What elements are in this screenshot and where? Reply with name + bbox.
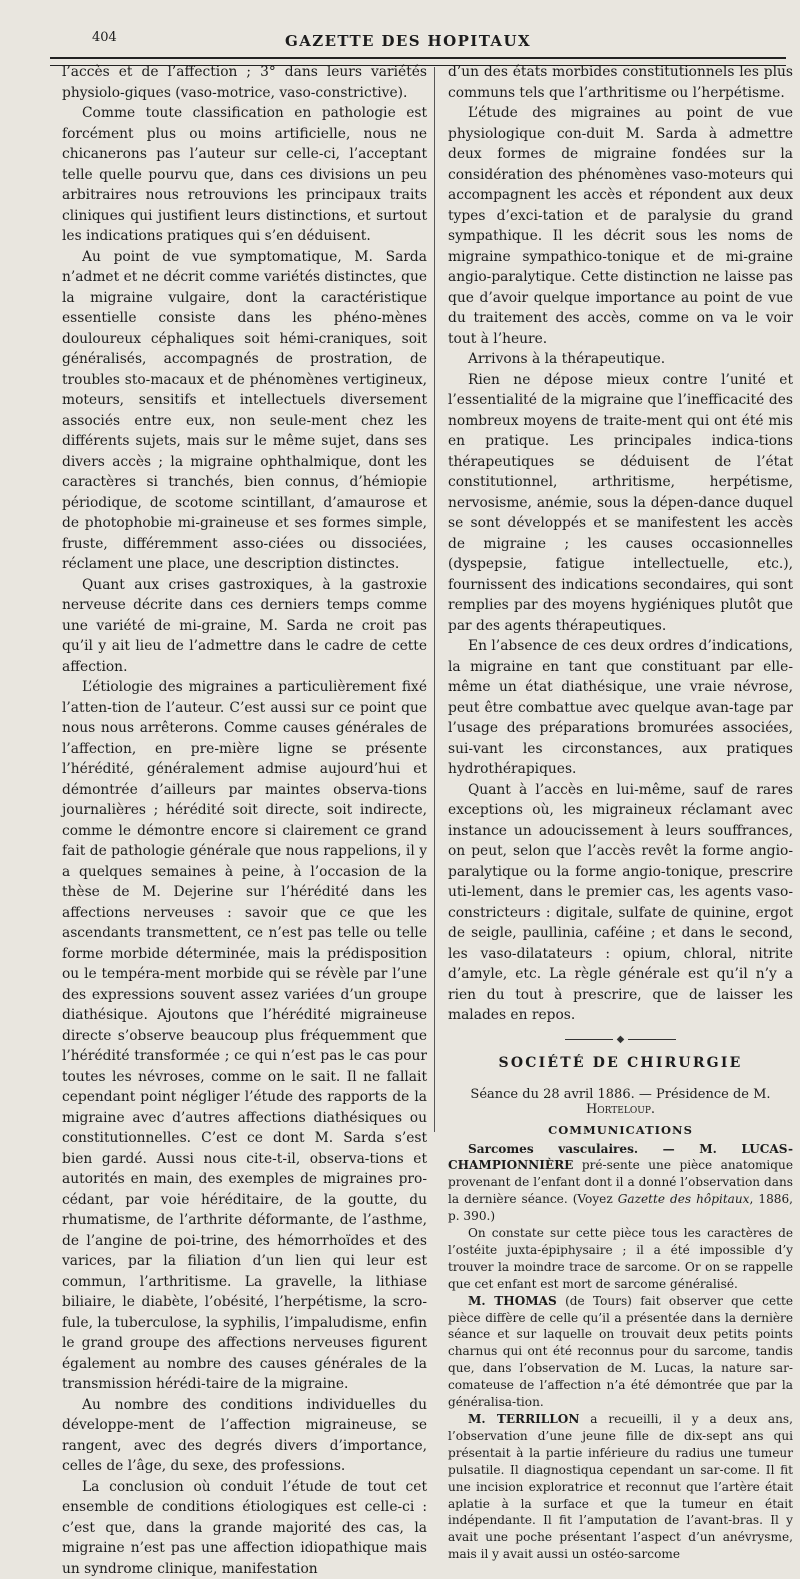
author-name: — M. LUCAS-CHAMPIONNIÈRE bbox=[448, 1142, 793, 1173]
subsection-title: COMMUNICATIONS bbox=[448, 1123, 793, 1137]
paragraph: En l’absence de ces deux ordres d’indications, la migraine en tant que constituant par elle-même un état diathésique, une vraie névrose, peut être combattue avec quelque avan-tage par l’usage des préparations bromurées associées, sui-vant les circonstances, aux pratiques hydrothérapiques. bbox=[448, 636, 793, 780]
paragraph-text: a recueilli, il y a deux ans, l’observation d’une jeune fille de dix-sept ans qui présentait à la partie inférieure du radius une tumeur pulsatile. Il diagnostiqua cependant un sar-come. Il fit une incision exploratrice et reconnut que l’artère était aplatie à la surface et que la tumeur en était indépendante. Il fit l’amputation de l’avant-bras. Il y avait une poche présentant l’aspect d’un anévrysme, mais il y avait aussi un ostéo-sarcome bbox=[448, 1412, 793, 1561]
journal-reference: Gazette des hôpitaux bbox=[618, 1192, 750, 1206]
section-ornament: ◆ bbox=[448, 1034, 793, 1045]
paragraph: La conclusion où conduit l’étude de tout cet ensemble de conditions étiologiques est celle-ci : c’est que, dans la grande majorité des cas, la migraine n’est pas une affection idiopathique mais un syndrome clinique, manifestation bbox=[62, 1477, 427, 1579]
author-name: M. THOMAS bbox=[468, 1294, 557, 1308]
right-column bbox=[448, 62, 793, 1563]
seance-suffix: . bbox=[651, 1102, 655, 1117]
communication-paragraph: On constate sur cette pièce tous les caractères de l’ostéite juxta-épiphysaire ; il a été impossible d’y trouver la moindre trace de sarcome. Or on se rappelle que cet enfant est mort de sarcome généralisé. bbox=[448, 1225, 793, 1293]
running-title: GAZETTE DES HOPITAUX bbox=[30, 32, 786, 50]
president-name: Horteloup bbox=[586, 1102, 651, 1117]
communication-title: Sarcomes vasculaires. bbox=[468, 1142, 638, 1156]
column-divider bbox=[434, 67, 435, 1132]
paragraph: Arrivons à la thérapeutique. bbox=[448, 349, 793, 370]
paragraph-text: pré-sente une pièce anatomique provenant de l’enfant dont il a donné l’observation dans la dernière séance. (Voyez bbox=[448, 1158, 793, 1206]
paragraph: l’accès et de l’affection ; 3° dans leurs variétés physiolo-giques (vaso-motrice, vaso-constrictive). bbox=[62, 62, 427, 103]
author-name: M. TERRILLON bbox=[468, 1412, 579, 1426]
left-column bbox=[62, 62, 427, 1579]
page-number: 404 bbox=[92, 30, 117, 45]
paragraph: Comme toute classification en pathologie est forcément plus ou moins artificielle, nous ne chicanerons pas l’auteur sur celle-ci, l’acceptant telle quelle pourvu que, dans ces divisions un peu arbitraires nous retrouvions les principaux traits cliniques qui justifient leurs distinctions, et surtout les indications pratiques qui s’en déduisent. bbox=[62, 103, 427, 247]
communication-paragraph bbox=[448, 1141, 793, 1226]
paragraph: Quant aux crises gastroxiques, à la gastroxie nerveuse décrite dans ces derniers temps comme une variété de mi-graine, M. Sarda ne croit pas qu’il y ait lieu de l’admettre dans le cadre de cette affection. bbox=[62, 575, 427, 678]
paragraph: Quant à l’accès en lui-même, sauf de rares exceptions où, les migraineux réclamant avec instance un adoucissement à leurs souffrances, on peut, selon que l’accès revêt la forme angio-paralytique ou la forme angio-tonique, prescrire uti-lement, dans le premier cas, les agents vaso-constricteurs : digitale, sulfate de quinine, ergot de seigle, paullinia, caféine ; et dans le second, les vaso-dilatateurs : opium, chloral, nitrite d’amyle, etc. La règle générale est qu’il n’y a rien du tout à prescrire, que de laisser les malades en repos. bbox=[448, 780, 793, 1026]
communication-paragraph bbox=[448, 1293, 793, 1411]
section-title: SOCIÉTÉ DE CHIRURGIE bbox=[448, 1055, 793, 1071]
paragraph: L’étiologie des migraines a particulièrement fixé l’atten-tion de l’auteur. C’est aussi sur ce point que nous nous arrêterons. Comme causes générales de l’affection, en pre-mière ligne se présente l’hérédité, généralement admise aujourd’hui et démontrée d’ailleurs par maintes observa-tions journalières ; hérédité soit directe, soit indirecte, comme le démontre encore si clairement ce grand fait de pathologie générale que nous rappelions, il y a quelques semaines à peine, à l’occasion de la thèse de M. Dejerine sur l’hérédité dans les affections nerveuses : savoir que ce que les ascendants transmettent, ce n’est pas telle ou telle forme morbide déterminée, mais la prédisposition ou le tempéra-ment morbide qui se révèle par l’une des expressions souvent assez variées d’un groupe diathésique. Ajoutons que l’hérédité migraineuse directe s’observe beaucoup plus fréquemment que l’hérédité transformée ; ce qui n’est pas le cas pour toutes les névroses, comme on le sait. Il ne fallait cependant point négliger l’étude des rapports de la migraine avec d’autres affections diathésiques ou constitutionnelles. C’est ce dont M. Sarda s’est bien gardé. Aussi nous cite-t-il, observa-tions et autorités en main, des exemples de migraines pro-cédant, par voie héréditaire, de la goutte, du rhumatisme, de l’arthrite déformante, de l’asthme, de l’angine de poi-trine, des hémorrhoïdes et des varices, par la filiation d’un lien qui leur est commun, l’arthritisme. La gravelle, la lithiase biliaire, le diabète, l’obésité, l’herpétisme, la scro-fule, la tuberculose, la syphilis, l’impaludisme, enfin le grand groupe des affections nerveuses figurent également au nombre des causes générales de la transmission hérédi-taire de la migraine. bbox=[62, 677, 427, 1395]
seance-line bbox=[448, 1087, 793, 1117]
paragraph: Rien ne dépose mieux contre l’unité et l’essentialité de la migraine que l’inefficacité des nombreux moyens de traite-ment qui ont été mis en pratique. Les principales indica-tions thérapeutiques se déduisent de l’état constitutionnel, arthritisme, herpétisme, nervosisme, anémie, sous la dépen-dance duquel se sont développés et se manifestent les accès de migraine ; les causes occasionnelles (dyspepsie, fatigue intellectuelle, etc.), fournissent des indications secondaires, qui sont remplies par des moyens hygiéniques plutôt que par des agents thérapeutiques. bbox=[448, 370, 793, 637]
page-header bbox=[30, 28, 786, 56]
paragraph: L’étude des migraines au point de vue physiologique con-duit M. Sarda à admettre deux formes de migraine fondées sur la considération des phénomènes vaso-moteurs qui accompagnent les accès et répondent aux deux types d’exci-tation et de paralysie du grand sympathique. Il les décrit sous les noms de migraine sympathico-tonique et de mi-graine angio-paralytique. Cette distinction ne laisse pas que d’avoir quelque importance au point de vue du traitement des accès, comme on va le voir tout à l’heure. bbox=[448, 103, 793, 349]
seance-prefix: Séance du 28 avril 1886. — Présidence de M. bbox=[470, 1087, 770, 1102]
paragraph-text: (de Tours) fait observer que cette pièce diffère de celle qu’il a présentée dans la dernière séance et sur laquelle on trouvait deux petits points charnus qui ont été reconnus pour du sarcome, tandis que, dans l’observation de M. Lucas, la nature sar-comateuse de l’affection n’a été démontrée que par la généralisa-tion. bbox=[448, 1294, 793, 1409]
paragraph: d’un des états morbides constitutionnels les plus communs tels que l’arthritisme ou l’herpétisme. bbox=[448, 62, 793, 103]
paragraph-text: , 1886, p. 390.) bbox=[448, 1192, 793, 1223]
communication-paragraph bbox=[448, 1411, 793, 1563]
paragraph: Au nombre des conditions individuelles du développe-ment de l’affection migraineuse, se rangent, avec des degrés divers d’importance, celles de l’âge, du sexe, des professions. bbox=[62, 1395, 427, 1477]
paragraph: Au point de vue symptomatique, M. Sarda n’admet et ne décrit comme variétés distinctes, que la migraine vulgaire, dont la caractéristique essentielle consiste dans les phéno-mènes douloureux céphaliques soit hémi-craniques, soit généralisés, accompagnés de prostration, de troubles sto-macaux et de phénomènes vertigineux, moteurs, sensitifs et intellectuels diversement associés entre eux, non seule-ment chez les différents sujets, mais sur le même sujet, dans ses divers accès ; la migraine ophthalmique, dont les caractères si tranchés, bien connus, d’hémiopie périodique, de scotome scintillant, d’amaurose et de photophobie mi-graineuse et ses formes simple, fruste, différemment asso-ciées ou dissociées, réclament une place, une description distinctes. bbox=[62, 247, 427, 575]
